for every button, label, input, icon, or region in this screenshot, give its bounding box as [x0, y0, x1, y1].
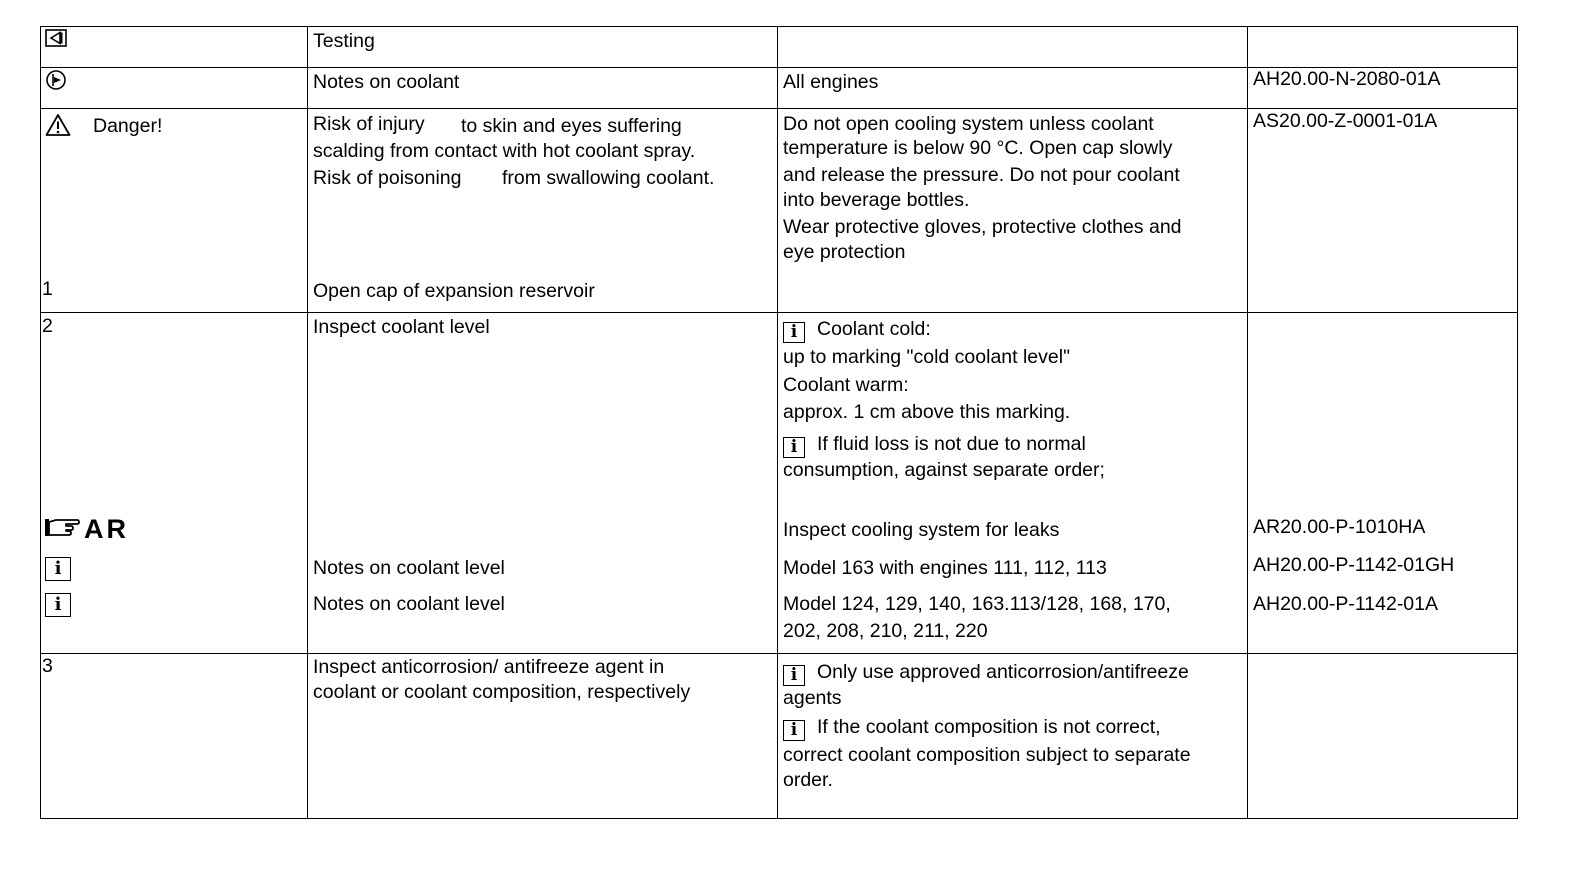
step-1-text: Open cap of expansion reservoir	[313, 280, 595, 302]
ar-label: AR	[84, 514, 129, 544]
column-divider-3	[1247, 26, 1248, 819]
table-border-top	[40, 26, 1518, 27]
notes-level-2-ref: AH20.00-P-1142-01A	[1253, 593, 1439, 615]
info-icon: i	[783, 437, 805, 458]
ar-ref: AR20.00-P-1010HA	[1253, 516, 1426, 538]
back-arrow-icon	[45, 29, 67, 47]
step-2-text: Inspect coolant level	[313, 316, 490, 338]
step-3-number: 3	[42, 655, 53, 677]
danger-measure-line: temperature is below 90 °C. Open cap slowly	[783, 137, 1173, 159]
step-1-number: 1	[42, 278, 53, 300]
step-3-text-line2: coolant or coolant composition, respectively	[313, 681, 691, 703]
notes-level-1-applicability: Model 163 with engines 111, 112, 113	[783, 557, 1107, 579]
notes-level-2-applicability-line2: 202, 208, 210, 211, 220	[783, 620, 988, 642]
info-icon: i	[45, 557, 71, 581]
table-border-right	[1517, 26, 1518, 819]
step-2-note-1-line: approx. 1 cm above this marking.	[783, 401, 1071, 423]
risk-injury-line2: scalding from contact with hot coolant spray.	[313, 140, 696, 162]
column-divider-1	[307, 26, 308, 819]
step-3-note-1	[783, 660, 1189, 686]
risk-poisoning-title: Risk of poisoning	[313, 167, 462, 189]
table-border-left	[40, 26, 41, 819]
danger-measure-line: and release the pressure. Do not pour coolant	[783, 164, 1180, 186]
danger-measure-line: into beverage bottles.	[783, 189, 970, 211]
danger-label: Danger!	[93, 115, 163, 137]
step-2-note-1	[783, 317, 931, 343]
step-3-note-2-line: order.	[783, 769, 833, 791]
step-2-note-1-line: Coolant warm:	[783, 374, 909, 396]
risk-injury-rest: to skin and eyes suffering	[461, 115, 682, 137]
ar-text: Inspect cooling system for leaks	[783, 519, 1060, 541]
notes-coolant-text: Notes on coolant	[313, 71, 460, 93]
step-3-note-1-text: Only use approved anticorrosion/antifreeze	[817, 661, 1189, 683]
row-divider-4	[40, 653, 1518, 654]
testing-heading: Testing	[313, 30, 375, 52]
step-3-note-2-text: If the coolant composition is not correct,	[817, 716, 1161, 738]
notes-coolant-applicability: All engines	[783, 71, 879, 93]
info-icon: i	[783, 720, 805, 741]
step-3-text-line1: Inspect anticorrosion/ antifreeze agent in	[313, 656, 665, 678]
procedure-table	[40, 26, 1518, 819]
notes-level-2-text: Notes on coolant level	[313, 593, 505, 615]
step-2-note-2-text: If fluid loss is not due to normal	[817, 433, 1086, 455]
note-icon	[45, 69, 67, 91]
danger-measure-line: Wear protective gloves, protective clothes and	[783, 216, 1182, 238]
pointing-hand-icon	[44, 516, 80, 538]
column-divider-2	[777, 26, 778, 819]
step-2-note-1-line: up to marking "cold coolant level"	[783, 346, 1070, 368]
notes-level-1-ref: AH20.00-P-1142-01GH	[1253, 554, 1455, 576]
step-2-note-2	[783, 432, 1086, 458]
danger-measure-line: Do not open cooling system unless coolant	[783, 113, 1154, 135]
notes-level-1-text: Notes on coolant level	[313, 557, 505, 579]
info-icon: i	[783, 665, 805, 686]
info-icon: i	[45, 593, 71, 617]
step-2-note-2-line: consumption, against separate order;	[783, 459, 1105, 481]
step-2-number: 2	[42, 315, 53, 337]
step-3-note-1-line2: agents	[783, 687, 842, 709]
row-divider-3	[40, 312, 1518, 313]
danger-measure-line: eye protection	[783, 241, 906, 263]
notes-coolant-ref: AH20.00-N-2080-01A	[1253, 68, 1441, 90]
risk-injury-title: Risk of injury	[313, 113, 425, 135]
risk-poisoning-rest: from swallowing coolant.	[502, 167, 715, 189]
danger-ref: AS20.00-Z-0001-01A	[1253, 110, 1438, 132]
step-2-note-1-text: Coolant cold:	[817, 318, 931, 340]
step-3-note-2	[783, 715, 1161, 741]
table-border-bottom	[40, 818, 1518, 819]
info-icon: i	[783, 322, 805, 343]
notes-level-2-applicability-line1: Model 124, 129, 140, 163.113/128, 168, 170,	[783, 593, 1171, 615]
warning-triangle-icon	[45, 113, 71, 137]
step-3-note-2-line: correct coolant composition subject to separate	[783, 744, 1191, 766]
